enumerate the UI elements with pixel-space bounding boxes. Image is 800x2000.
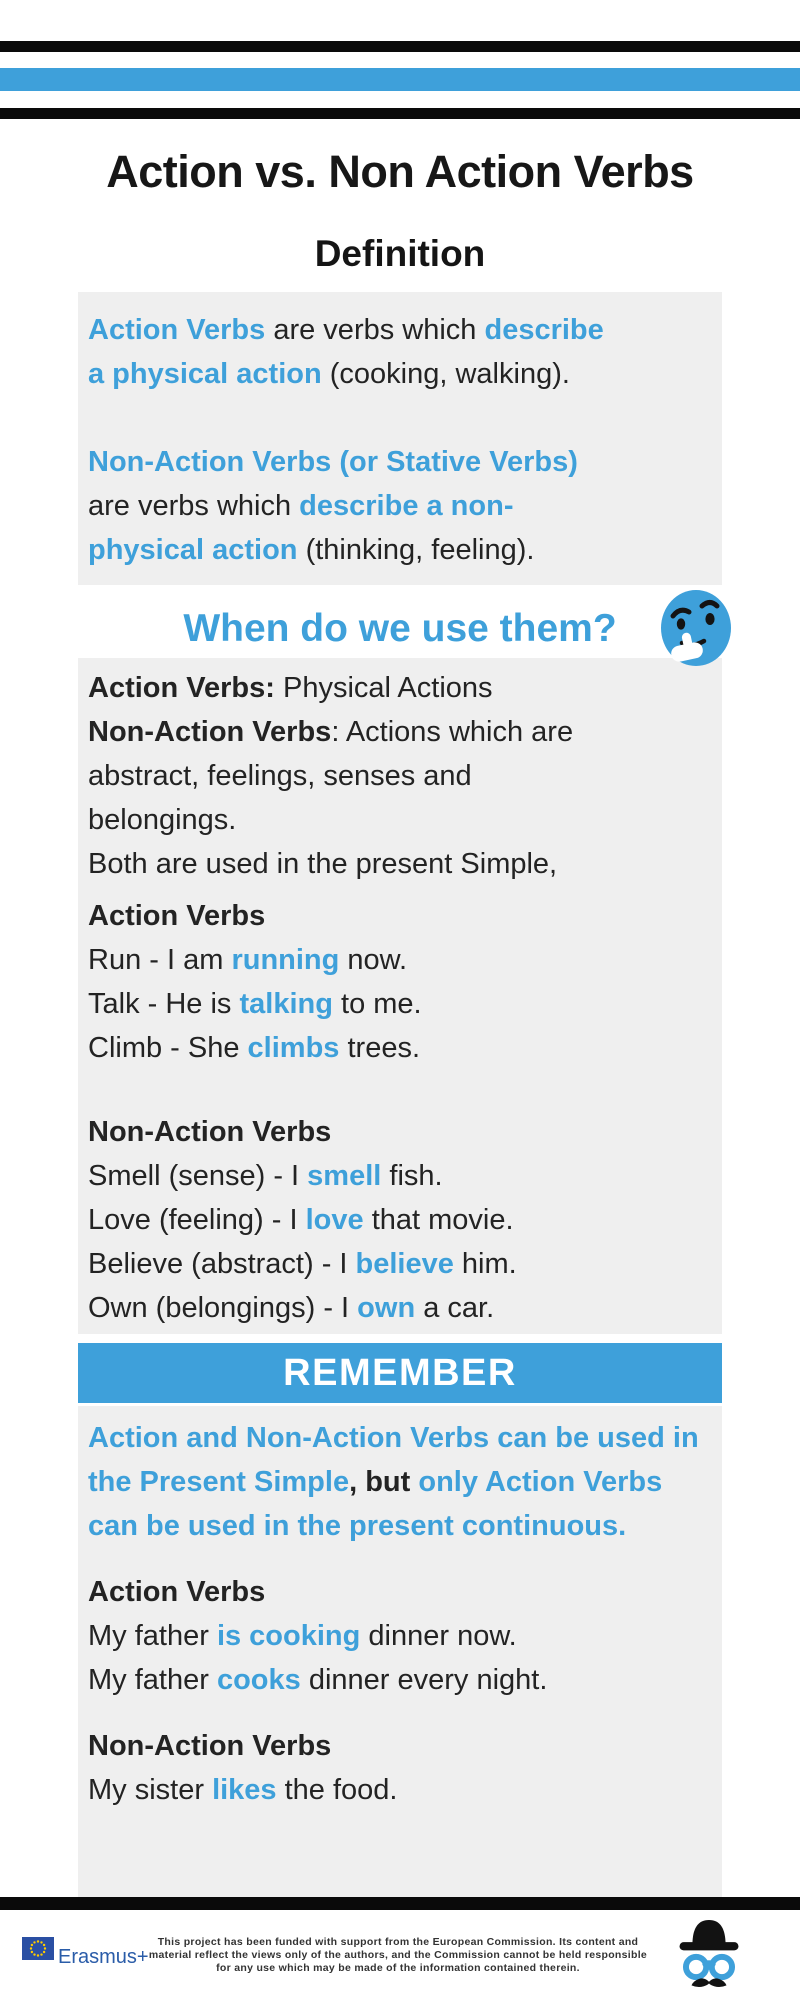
text-line: Talk - He is talking to me. [88, 988, 422, 1020]
text-line: Non-Action Verbs: Actions which are [88, 716, 574, 748]
text-line: Love (feeling) - I love that movie. [88, 1204, 514, 1236]
page-title: Action vs. Non Action Verbs [106, 146, 694, 197]
text-line: Action Verbs: Physical Actions [88, 672, 493, 704]
remember-note-paragraph [88, 1416, 716, 1548]
usage-box [78, 658, 722, 1334]
text-line: My father cooks dinner every night. [88, 1664, 548, 1696]
usage-heading: When do we use them? [183, 607, 617, 650]
remember-banner: REMEMBER [78, 1343, 722, 1403]
text-line: Non-Action Verbs [88, 1116, 332, 1148]
disclaimer-line: This project has been funded with support from the European Commission. Its content and [157, 1936, 639, 1948]
text-line: can be used in the present continuous. [88, 1510, 627, 1542]
definition-heading: Definition [314, 233, 486, 274]
erasmus-plus-label: Erasmus+ [58, 1946, 149, 1968]
text-line: Run - I am running now. [88, 944, 408, 976]
bowler-hat-man-logo-icon [674, 1915, 744, 1995]
text-line: Action and Non-Action Verbs can be used in [88, 1422, 699, 1454]
text-line: Non-Action Verbs (or Stative Verbs) [88, 446, 578, 478]
text-line: Believe (abstract) - I believe him. [88, 1248, 517, 1280]
usage-intro-paragraph [88, 666, 716, 886]
text-line: Climb - She climbs trees. [88, 1032, 421, 1064]
thinking-face-emoji-icon [660, 590, 732, 668]
text-line: the Present Simple, but only Action Verbs [88, 1466, 663, 1498]
text-line: My father is cooking dinner now. [88, 1620, 517, 1652]
remember-action-verbs-paragraph [88, 1570, 716, 1702]
text-line: Own (belongings) - I own a car. [88, 1292, 495, 1324]
text-line: a physical action (cooking, walking). [88, 358, 570, 390]
text-line: belongings. [88, 804, 237, 836]
text-line: Both are used in the present Simple, [88, 848, 558, 880]
remember-non-action-verbs-paragraph [88, 1724, 716, 1812]
eu-flag-icon [22, 1937, 54, 1960]
definition-box [78, 292, 722, 585]
bottom-stripe-black [0, 1897, 800, 1910]
text-line: Action Verbs are verbs which describe [88, 314, 604, 346]
text-line: abstract, feelings, senses and [88, 760, 472, 792]
top-stripe-black-lower [0, 108, 800, 119]
remember-box [78, 1406, 722, 1897]
text-line [88, 396, 716, 440]
funding-disclaimer [140, 1936, 656, 1974]
usage-action-verbs-paragraph [88, 894, 716, 1070]
text-line: are verbs which describe a non- [88, 490, 514, 522]
text-line: My sister likes the food. [88, 1774, 398, 1806]
top-stripe-black-upper [0, 41, 800, 52]
disclaimer-line: for any use which may be made of the information contained therein. [216, 1961, 580, 1974]
text-line: Action Verbs [88, 1576, 266, 1608]
text-line: Non-Action Verbs [88, 1730, 332, 1762]
disclaimer-line: material reflect the views only of the authors, and the Commission cannot be held responsible [148, 1948, 648, 1961]
text-line: physical action (thinking, feeling). [88, 534, 535, 566]
text-line: Smell (sense) - I smell fish. [88, 1160, 443, 1192]
top-stripe-blue [0, 68, 800, 91]
text-line: Action Verbs [88, 900, 266, 932]
usage-non-action-verbs-paragraph [88, 1110, 716, 1330]
